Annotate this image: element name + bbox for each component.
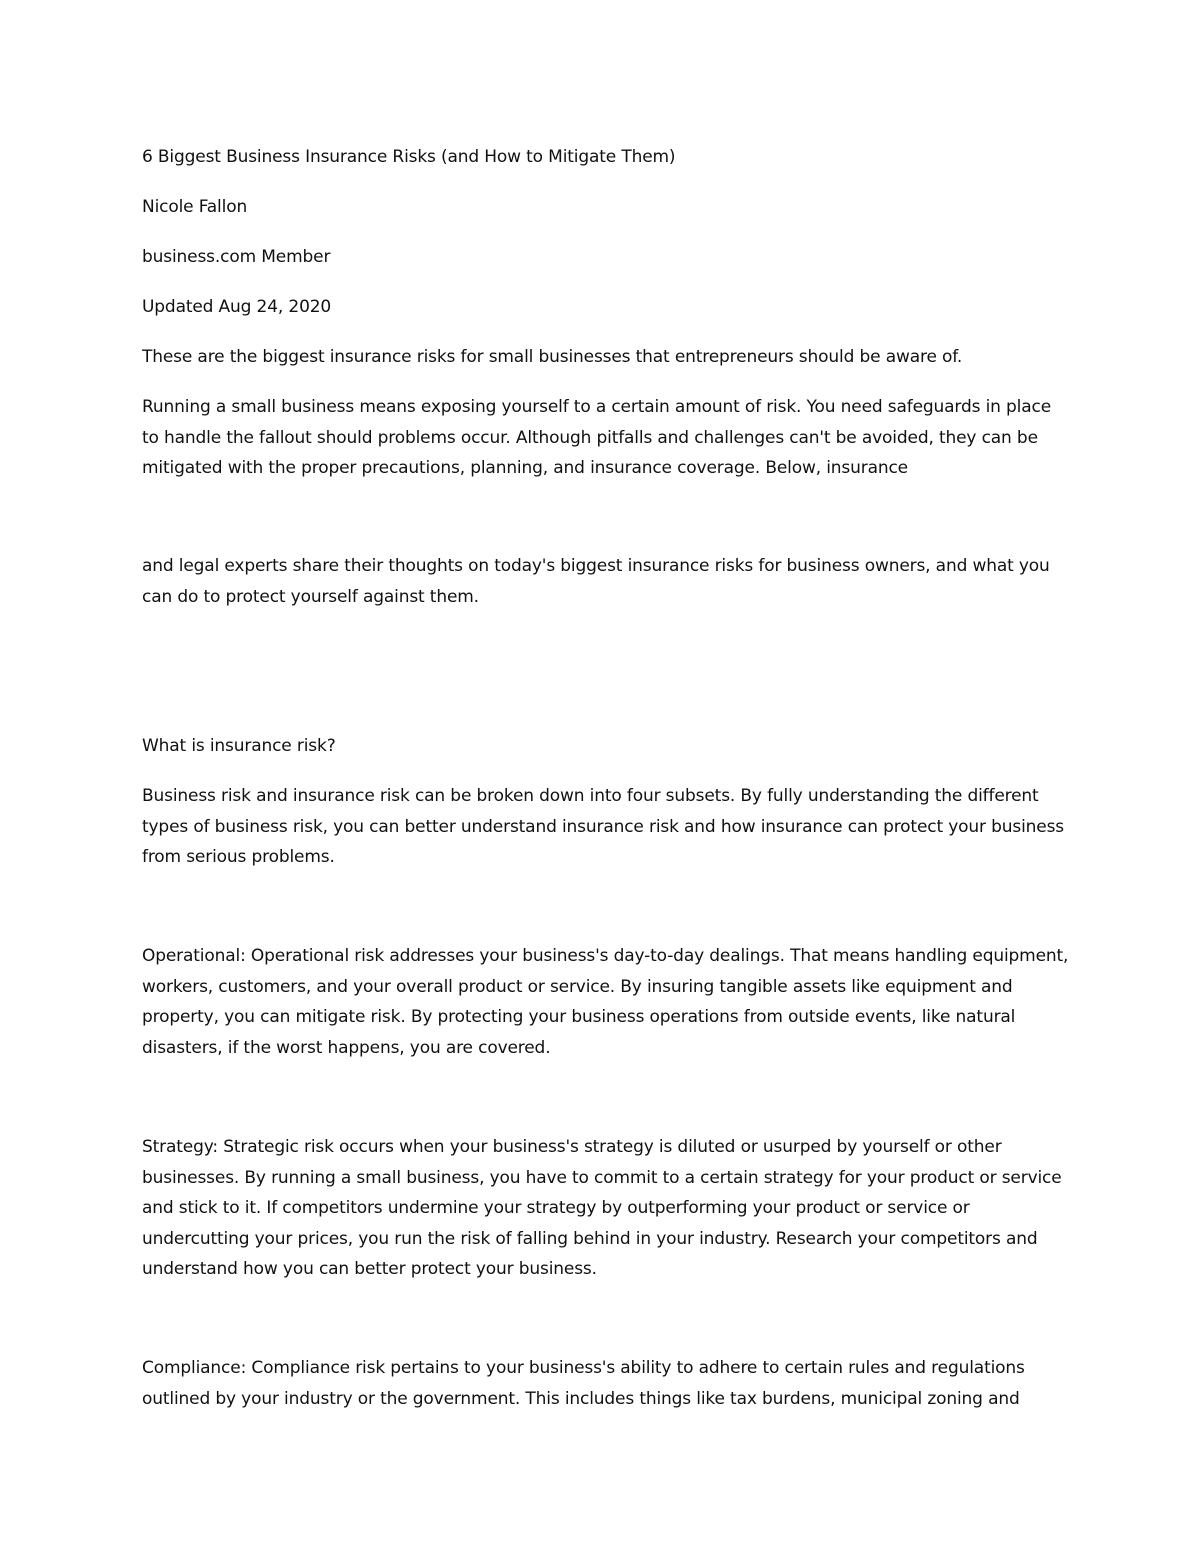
intro-paragraph-part-2: and legal experts share their thoughts on today's biggest insurance risks for business owners, and what you can do to protect yourself against them. [142, 556, 1050, 607]
section-heading: What is insurance risk? [142, 736, 336, 756]
operational-risk-paragraph: Operational: Operational risk addresses your business's day-to-day dealings. That means handling equipment, workers, customers, and your overall product or service. By insuring tangible assets like equipment and property, you can mitigate risk. By protecting your business operations from outside events, like natural disasters, if the worst happens, you are covered. [142, 946, 1069, 1058]
strategy-risk-paragraph: Strategy: Strategic risk occurs when your business's strategy is diluted or usurped by yourself or other businesses. By running a small business, you have to commit to a certain strategy for your product or service and stick to it. If competitors undermine your strategy by outperforming your product or service or undercutting your prices, you run the risk of falling behind in your industry. Research your competitors and understand how you can better protect your business. [142, 1137, 1062, 1279]
updated-date: Updated Aug 24, 2020 [142, 297, 332, 317]
author-role: business.com Member [142, 247, 331, 267]
summary-paragraph: These are the biggest insurance risks for small businesses that entrepreneurs should be aware of. [142, 347, 963, 367]
author-name: Nicole Fallon [142, 197, 248, 217]
section-intro-paragraph: Business risk and insurance risk can be broken down into four subsets. By fully understanding the different types of business risk, you can better understand insurance risk and how insurance can protect your business from serious problems. [142, 786, 1064, 867]
intro-paragraph-part-1: Running a small business means exposing yourself to a certain amount of risk. You need safeguards in place to handle the fallout should problems occur. Although pitfalls and challenges can't be avoided, they can be mitigated with the proper precautions, planning, and insurance coverage. Below, insurance [142, 397, 1052, 478]
document-title: 6 Biggest Business Insurance Risks (and How to Mitigate Them) [142, 147, 676, 167]
compliance-risk-paragraph: Compliance: Compliance risk pertains to your business's ability to adhere to certain rules and regulations outlined by your industry or the government. This includes things like tax burdens, municipal zoning and [142, 1358, 1025, 1409]
